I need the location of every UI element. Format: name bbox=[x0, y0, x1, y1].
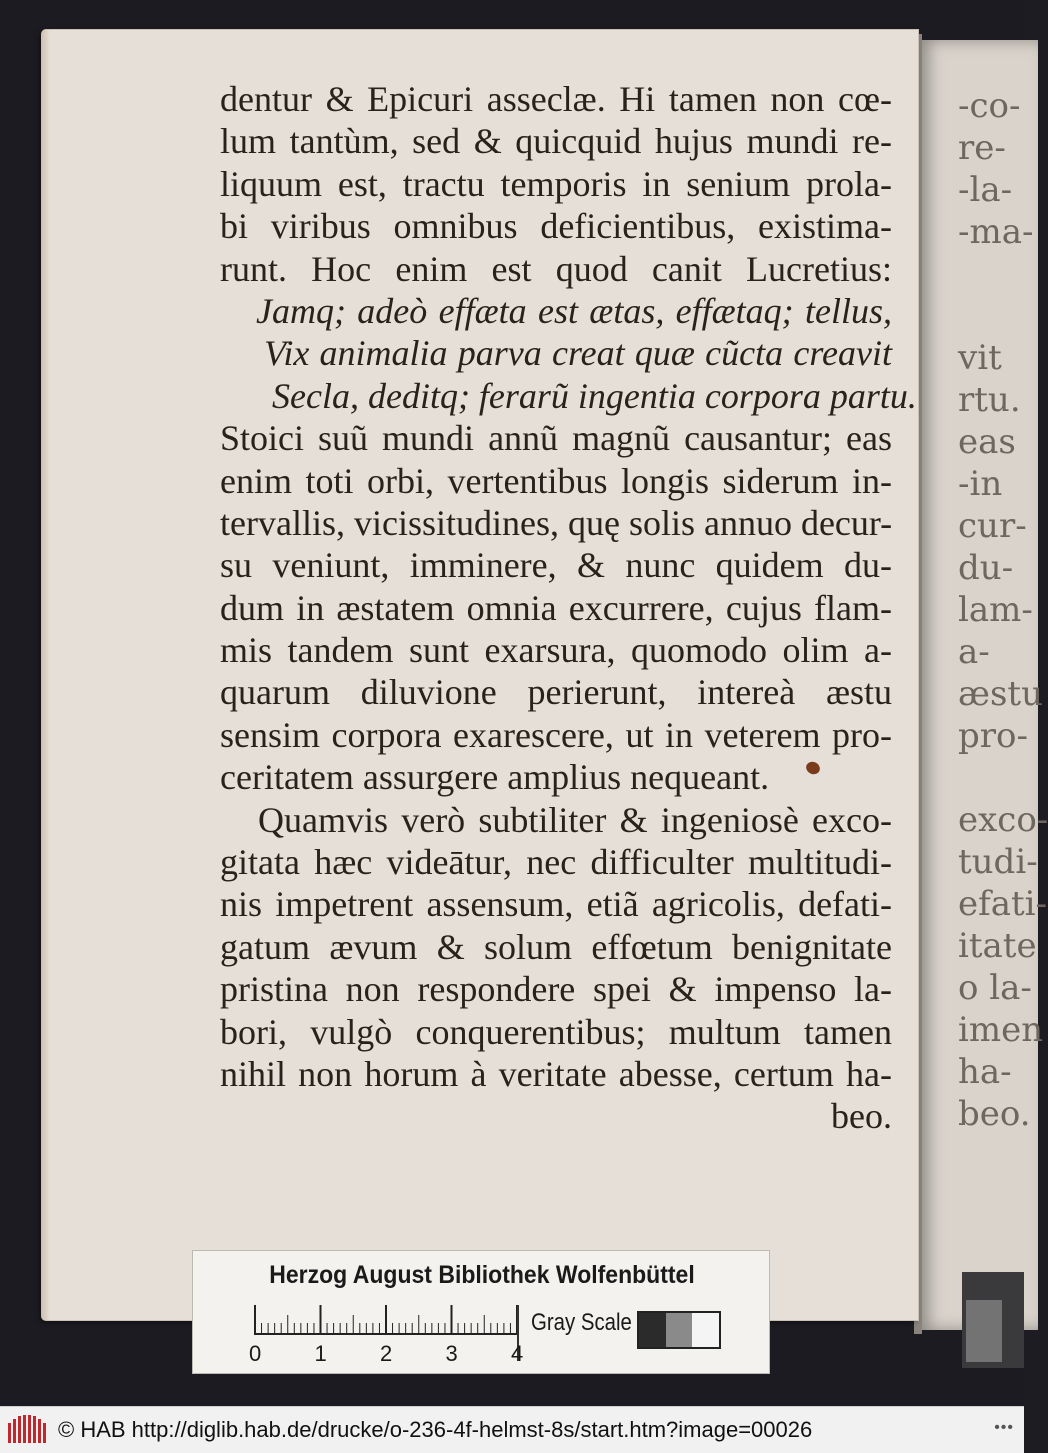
facing-text-fragment: re- bbox=[958, 128, 1006, 168]
facing-text-fragment: lam- bbox=[958, 590, 1033, 630]
text-line: liquum est, tractu temporis in senium prola- bbox=[220, 163, 892, 204]
card-title: Herzog August Bibliothek Wolfenbüttel bbox=[269, 1261, 695, 1289]
text-line: bori, vulgò conquerentibus; multum tamen bbox=[220, 1011, 892, 1052]
text-line: pristina non respondere spei & impenso la- bbox=[220, 969, 892, 1010]
facing-text-fragment: pro- bbox=[958, 716, 1028, 756]
text-line: ceritatem assurgere amplius nequeant. bbox=[220, 757, 770, 798]
gray-swatch bbox=[666, 1313, 693, 1347]
facing-text-fragment: tudi- bbox=[958, 842, 1038, 882]
facing-text-fragment: imen bbox=[958, 1010, 1044, 1050]
facing-text-fragment: æstu bbox=[958, 674, 1043, 714]
text-line: nihil non horum à veritate abesse, certum ha- bbox=[220, 1053, 892, 1094]
color-calibration-card bbox=[192, 1250, 770, 1374]
facing-text-fragment: -in bbox=[958, 464, 1003, 504]
page-edge bbox=[42, 30, 50, 1320]
facing-text-fragment: exco- bbox=[958, 800, 1048, 840]
ruler-number: 0 bbox=[249, 1341, 262, 1366]
text-line: Jamq; adeò effæta est ætas, effætaq; tellus, bbox=[256, 290, 892, 331]
text-line: su veniunt, imminere, & nunc quidem du- bbox=[220, 545, 892, 586]
facing-text-fragment: a- bbox=[958, 632, 990, 672]
facing-text-fragment: -co- bbox=[958, 86, 1021, 126]
text-line: runt. Hoc enim est quod canit Lucretius: bbox=[220, 248, 892, 289]
more-options-icon[interactable]: ••• bbox=[994, 1419, 1014, 1436]
text-line: gitata hæc videātur, nec difficulter multitudi- bbox=[220, 842, 892, 883]
gray-scale-label: Gray Scale bbox=[531, 1309, 632, 1336]
page-text-block bbox=[220, 78, 917, 1138]
facing-text-fragment: rtu. bbox=[958, 380, 1021, 420]
facing-text-fragment: vit bbox=[958, 338, 1002, 378]
text-line: dum in æstatem omnia excurrere, cujus flam- bbox=[220, 587, 892, 628]
text-line: dentur & Epicuri asseclæ. Hi tamen non cœ- bbox=[220, 79, 892, 119]
copyright-link[interactable]: © HAB http://diglib.hab.de/drucke/o-236-4f-helmst-8s/start.htm?image=00026 bbox=[58, 1417, 813, 1442]
facing-text-fragment: du- bbox=[958, 548, 1014, 588]
facing-text-fragment: cur- bbox=[958, 506, 1027, 546]
facing-text-fragment: eas bbox=[958, 422, 1016, 462]
gray-scale-swatches bbox=[637, 1311, 721, 1349]
facing-text-fragment: -la- bbox=[958, 170, 1013, 210]
text-line: enim toti orbi, vertentibus longis siderum in- bbox=[220, 460, 892, 501]
text-line: quarum diluvione perierunt, intereà æstu bbox=[220, 672, 892, 713]
text-line: lum tantùm, sed & quicquid hujus mundi re- bbox=[220, 121, 892, 162]
text-line: gatum ævum & solum effœtum benignitate bbox=[220, 926, 892, 967]
facing-text-fragment: -ma- bbox=[958, 212, 1034, 252]
ruler-number: 3 bbox=[445, 1341, 458, 1366]
text-line: nis impetrent assensum, etiã agricolis, defati- bbox=[220, 884, 892, 925]
side-sticker-label bbox=[966, 1300, 1002, 1362]
text-line: Quamvis verò subtiliter & ingeniosè exco- bbox=[258, 799, 892, 840]
text-line: sensim corpora exarescere, ut in veterem pro- bbox=[220, 714, 892, 755]
text-line: Stoici suũ mundi annũ magnũ causantur; eas bbox=[220, 418, 892, 459]
gray-swatch bbox=[692, 1313, 719, 1347]
ruler-scale bbox=[255, 1305, 517, 1335]
facing-text-fragment: beo. bbox=[958, 1094, 1031, 1134]
text-line: Vix animalia parva creat quæ cũcta creavit bbox=[264, 333, 892, 374]
text-line: Secla, deditq; ferarũ ingentia corpora partu. bbox=[272, 375, 917, 416]
viewer-footer bbox=[0, 1406, 1024, 1453]
text-line: bi viribus omnibus deficientibus, existima- bbox=[220, 206, 892, 247]
ruler-number: 2 bbox=[380, 1341, 393, 1366]
ruler-numbers bbox=[249, 1341, 539, 1365]
gray-swatch bbox=[639, 1313, 666, 1347]
facing-text-fragment: o la- bbox=[958, 968, 1032, 1008]
ruler-number: 1 bbox=[314, 1341, 327, 1366]
text-line: tervallis, vicissitudines, quę solis annuo decur- bbox=[220, 502, 893, 543]
facing-text-fragment: ha- bbox=[958, 1052, 1012, 1092]
hab-logo-icon bbox=[6, 1413, 50, 1447]
text-line: mis tandem sunt exarsura, quomodo olim a- bbox=[220, 630, 892, 671]
text-line: beo. bbox=[831, 1096, 892, 1137]
ruler-number: 4 bbox=[511, 1341, 524, 1366]
facing-text-fragment: itate bbox=[958, 926, 1037, 966]
facing-text-fragment: efati- bbox=[958, 884, 1048, 924]
